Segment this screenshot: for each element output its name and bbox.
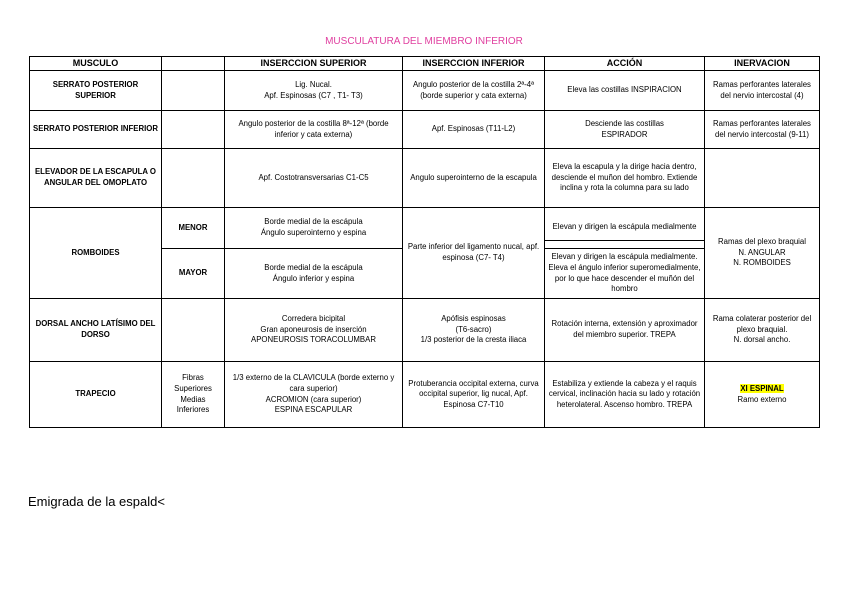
table-row xyxy=(30,362,820,428)
sub-cell: Fibras Superiores Medias Inferiores xyxy=(162,362,225,428)
header-musculo: MUSCULO xyxy=(30,57,162,71)
muscle-name: TRAPECIO xyxy=(30,362,162,428)
document-title: MUSCULATURA DEL MIEMBRO INFERIOR xyxy=(325,36,523,47)
sub-cell: MENOR xyxy=(162,208,225,249)
muscle-name: SERRATO POSTERIOR SUPERIOR xyxy=(30,71,162,111)
insercion-superior-cell: Lig. Nucal. Apf. Espinosas (C7 , T1- T3) xyxy=(225,71,403,111)
accion-cell xyxy=(545,208,705,249)
insercion-inferior-cell: Parte inferior del ligamento nucal, apf. espinosa (C7- T4) xyxy=(403,208,545,299)
accion-cell: Elevan y dirigen la escápula medialmente. Eleva el ángulo inferior superomedialmente, por lo que hace descender el muñón del hombro xyxy=(545,249,705,299)
accion-cell: Eleva las costillas INSPIRACION xyxy=(545,71,705,111)
handwritten-note: Emigrada de la espald< xyxy=(28,494,165,509)
insercion-inferior-cell: Angulo posterior de la costilla 2ª-4ª (borde superior y cata externa) xyxy=(403,71,545,111)
sub-cell xyxy=(162,71,225,111)
muscle-name: ELEVADOR DE LA ESCAPULA O ANGULAR DEL OMOPLATO xyxy=(30,149,162,208)
header-inervacion: INERVACION xyxy=(705,57,820,71)
insercion-inferior-cell: Protuberancia occipital externa, curva occipital superior, lig nucal, Apf. Espinosa C7-T10 xyxy=(403,362,545,428)
insercion-inferior-cell: Apófisis espinosas (T6-sacro) 1/3 posterior de la cresta iliaca xyxy=(403,299,545,362)
sub-cell xyxy=(162,111,225,149)
accion-cell: Rotación interna, extensión y aproximador del miembro superior. TREPA xyxy=(545,299,705,362)
muscle-name: DORSAL ANCHO LATÍSIMO DEL DORSO xyxy=(30,299,162,362)
inervacion-cell: Ramas del plexo braquial N. ANGULAR N. ROMBOIDES xyxy=(705,208,820,299)
insercion-superior-cell: Corredera bicipital Gran aponeurosis de inserción APONEUROSIS TORACOLUMBAR xyxy=(225,299,403,362)
header-sub xyxy=(162,57,225,71)
insercion-superior-cell: Borde medial de la escápula Ángulo superointerno y espina xyxy=(225,208,403,249)
highlighted-nerve: XI ESPINAL xyxy=(740,383,784,393)
table-header-row xyxy=(30,57,820,71)
muscle-table xyxy=(29,56,820,428)
inervacion-cell xyxy=(705,149,820,208)
insercion-superior-cell: Angulo posterior de la costilla 8ª-12ª (borde inferior y cata externa) xyxy=(225,111,403,149)
table-row xyxy=(30,71,820,111)
inervacion-cell: Ramas perforantes laterales del nervio intercostal (9-11) xyxy=(705,111,820,149)
accion-cell: Estabiliza y extiende la cabeza y el raquis cervical, inclinación hacia su lado y rotación heterolateral. Ascenso hombro. TREPA xyxy=(545,362,705,428)
accion-cell: Eleva la escapula y la dirige hacia dentro, desciende el muñon del hombro. Extiende inclina y rota la columna para su lado xyxy=(545,149,705,208)
sub-cell xyxy=(162,299,225,362)
table-row xyxy=(30,149,820,208)
inervacion-cell: Ramas perforantes laterales del nervio intercostal (4) xyxy=(705,71,820,111)
header-insercion-superior: INSERCCION SUPERIOR xyxy=(225,57,403,71)
sub-cell xyxy=(162,149,225,208)
insercion-superior-cell: 1/3 externo de la CLAVICULA (borde externo y cara superior) ACROMION (cara superior) ESPINA ESCAPULAR xyxy=(225,362,403,428)
insercion-superior-cell: Borde medial de la escápula Ángulo inferior y espina xyxy=(225,249,403,299)
accion-cell: Desciende las costillas ESPIRADOR xyxy=(545,111,705,149)
accion-menor-text: Elevan y dirigen la escápula medialmente xyxy=(545,216,704,241)
table-row xyxy=(30,111,820,149)
insercion-inferior-cell: Angulo superointerno de la escapula xyxy=(403,149,545,208)
insercion-inferior-cell: Apf. Espinosas (T11-L2) xyxy=(403,111,545,149)
muscle-name: ROMBOIDES xyxy=(30,208,162,299)
inervacion-cell: XI ESPINAL Ramo externo xyxy=(705,362,820,428)
insercion-superior-cell: Apf. Costotransversarias C1-C5 xyxy=(225,149,403,208)
table-row xyxy=(30,299,820,362)
header-insercion-inferior: INSERCCION INFERIOR xyxy=(403,57,545,71)
table-row xyxy=(30,208,820,249)
sub-cell: MAYOR xyxy=(162,249,225,299)
muscle-name: SERRATO POSTERIOR INFERIOR xyxy=(30,111,162,149)
inervacion-cell: Rama colaterar posterior del plexo braquial. N. dorsal ancho. xyxy=(705,299,820,362)
header-accion: ACCIÓN xyxy=(545,57,705,71)
